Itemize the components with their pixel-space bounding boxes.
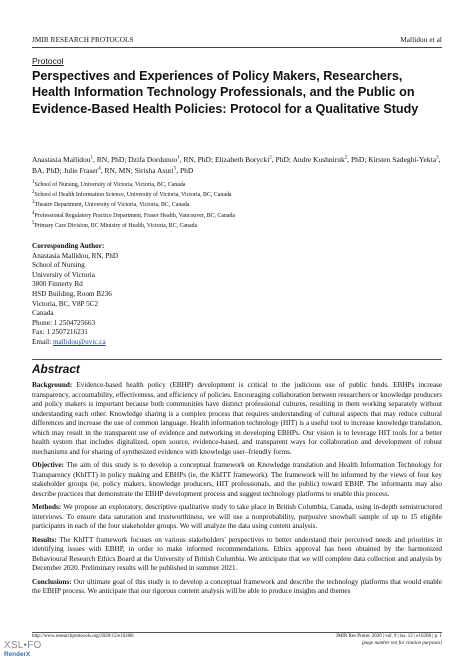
- abstract-heading: Abstract: [32, 362, 80, 376]
- affiliation: $^2$School of Health Information Science, University of Victoria, Victoria, BC, Canada: [32, 190, 232, 199]
- author: Anastasia Mallidou$^1$, RN, PhD;: [32, 155, 129, 164]
- affiliation: $^4$Professional Regulatory Practice Department, Fraser Health, Vancouver, BC, Canada: [32, 210, 236, 219]
- email-line: Email: mallidou@uvic.ca: [32, 337, 106, 346]
- author-list: [32, 154, 442, 176]
- journal-name: JMIR RESEARCH PROTOCOLS: [32, 36, 134, 44]
- abstract-methods: Methods: We propose an exploratory, descriptive qualitative study to take place in British Columbia, Canada, using in-depth semistructured interviews. To ensure data saturation and trustworthiness, we will use a nonprobability, purposive snowball sample of up to 15 eligible participants in each of the four stakeholder groups. We will analyze the data using content analysis.: [32, 503, 442, 530]
- affiliation: $^5$Primary Care Division, BC Ministry of Health, Victoria, BC, Canada: [32, 220, 198, 229]
- logo-renderx-text: RenderX: [4, 651, 31, 658]
- article-title: Perspectives and Experiences of Policy Makers, Researchers, Health Information Technology Professionals, and the Public on Evidence-Based Health Policies: Protocol for a Qualitative Study: [32, 69, 419, 116]
- header-divider: [32, 47, 442, 48]
- article-url[interactable]: http://www.researchprotocols.org/2020/12/e16268/: [32, 634, 135, 639]
- authors-short: Mallidou et al: [400, 36, 442, 44]
- email-link[interactable]: mallidou@uvic.ca: [52, 337, 106, 346]
- corresponding-author: [32, 242, 118, 348]
- abstract-divider: [32, 359, 442, 360]
- footer-divider: [32, 632, 442, 633]
- citation-info: [336, 634, 442, 647]
- corresponding-author-heading: Corresponding Author:: [32, 242, 105, 250]
- abstract-conclusions: Conclusions: Our ultimate goal of this study is to develop a conceptual framework and describe the technology platforms that would enable the EBHP process. We anticipate that our rigorous content analysis will be able to produce insights and themes: [32, 577, 442, 595]
- author: Julie Fraser$^4$, RN, MN;: [63, 166, 135, 175]
- renderx-logo: [4, 641, 42, 659]
- corresponding-author-line: 3800 Finnerty Rd: [32, 280, 83, 289]
- corresponding-author-line: Canada: [32, 309, 54, 318]
- page-number-note: (page number not for citation purposes): [361, 640, 442, 646]
- corresponding-author-line: Phone: 1 2504725663: [32, 318, 96, 327]
- corresponding-author-line: Anastasia Mallidou, RN, PhD: [32, 251, 119, 260]
- abstract-background: Background: Evidence-based health policy (EBHP) development is critical to the judicious use of public funds. EBHPs increase transparency, accountability, effectiveness, and efficiency of policies. Encouraging collaboration between researchers or knowledge producers and policy makers is important because both communities have distinct professional cultures, resulting in them working separately without understanding each other. Knowledge sharing is a complex process that requires understanding of cultural aspects that may reduce cultural differences and increase the use of common language. Health information technology (HIT) is a useful tool to increase knowledge translation, which may result in the transparent use of evidence and networking in developing EBHPs. Our vision is to leverage HIT tools for a better health system that includes digitalized, open source, evidence-based, and transparent ways for collaboration and development of robust mechanisms and for sharing of synthesized evidence with knowledge user–friendly forms.: [32, 381, 442, 456]
- affiliation: $^3$Theatre Department, University of Victoria, Victoria, BC, Canada: [32, 200, 190, 209]
- abstract-results: Results: The KhITT framework focuses on various stakeholders' perspectives to better understand their perceived needs and priorities in identifying issues with EBHP, in order to make informed recommendations. Ethics approval has been obtained by the harmonized Behavioural Research Ethics Board at the University of British Columbia. We anticipate that we will complete data collection and analysis by December 2020. Preliminary results will be published in summer 2021.: [32, 535, 442, 572]
- corresponding-author-line: University of Victoria: [32, 270, 95, 279]
- article-type-label: Protocol: [32, 56, 64, 66]
- abstract-objective: Objective: The aim of this study is to develop a conceptual framework on Knowledge translation and Health Information Technology for Transparency (KhITT) in policy making and EBHPs (ie, the KhITT framework). The framework will be informed by the views of four key stakeholder groups (ie, policy makers, knowledge producers, HIT professionals, and the public) toward EBHP. The informants may also describe practices that demonstrate the EBHP development process and suggest technology platforms to enable this process.: [32, 461, 442, 498]
- corresponding-author-line: Fax: 1 2507216231: [32, 328, 88, 337]
- logo-xslfo-text: XSL•FO: [4, 640, 42, 651]
- author: Dzifa Dordunoo$^1$, RN, PhD;: [128, 155, 215, 164]
- affiliation-list: [32, 180, 442, 231]
- author: Kirsten Sadeghi-Yekta$^3$, BA, PhD;: [32, 155, 441, 175]
- abstract-body: [32, 381, 442, 601]
- corresponding-author-line: HSD Building, Room B236: [32, 289, 112, 298]
- author: Sirisha Asuri$^5$, PhD: [134, 166, 194, 175]
- running-head: [32, 36, 442, 46]
- author: Elizabeth Borycki$^2$, PhD;: [214, 155, 293, 164]
- author: Andre Kushniruk$^2$, PhD;: [292, 155, 369, 164]
- citation-line: JMIR Res Protoc 2020 | vol. 9 | iss. 12 | e16268 | p. 1: [335, 634, 442, 639]
- corresponding-author-line: School of Nursing: [32, 261, 85, 270]
- affiliation: $^1$School of Nursing, University of Victoria, Victoria, BC, Canada: [32, 180, 186, 188]
- corresponding-author-line: Victoria, BC, V8P 5C2: [32, 299, 99, 308]
